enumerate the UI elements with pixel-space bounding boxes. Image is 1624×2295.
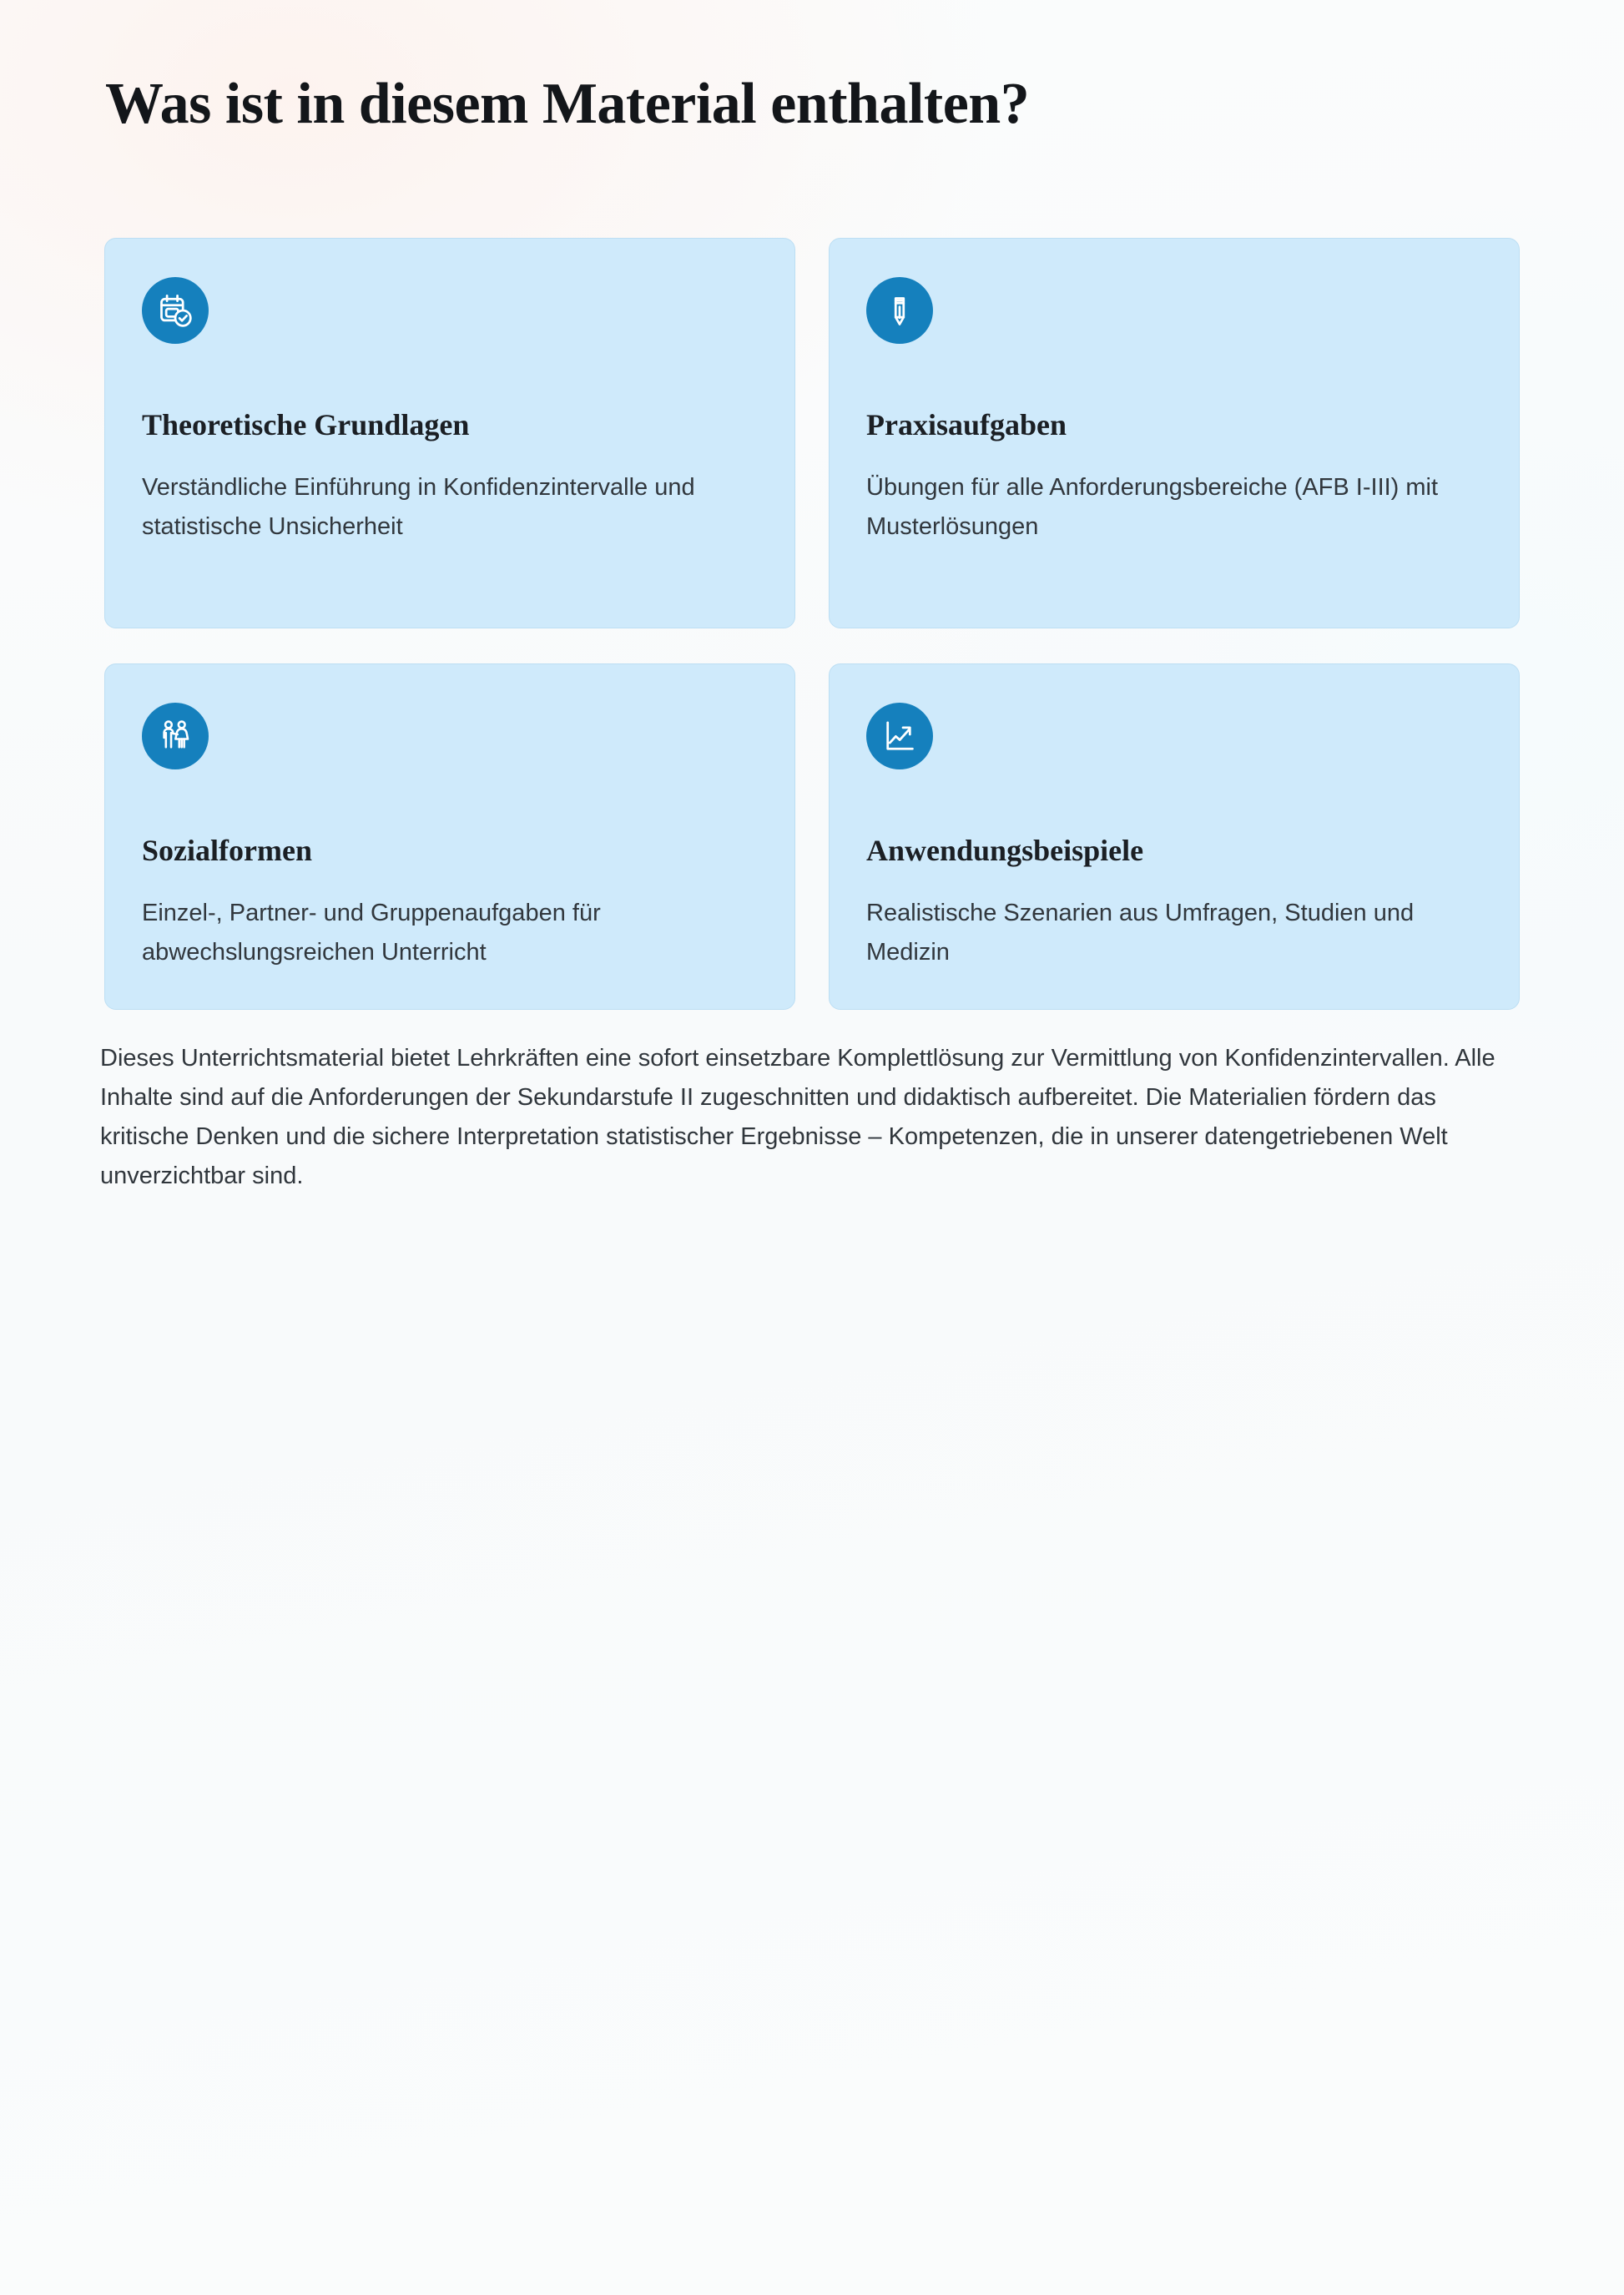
card-title: Sozialformen [142, 834, 312, 867]
card-title: Theoretische Grundlagen [142, 408, 470, 441]
card-description: Verständliche Einführung in Konfidenzintervalle und statistische Unsicherheit [142, 474, 695, 541]
card-title: Anwendungsbeispiele [866, 834, 1144, 867]
summary-paragraph: Dieses Unterrichtsmaterial bietet Lehrkräften eine sofort einsetzbare Komplettlösung zur Vermittlung von Konfidenzintervallen. Alle Inhalte sind auf die Anforderungen der Sekundarstufe II zugeschnitten und didaktisch aufbereitet. Die Materialien fördern das kritische Denken und die sichere Interpretation statistischer Ergebnisse – Kompetenzen, die in unserer datengetriebenen Welt unverzichtbar sind. [100, 1045, 1495, 1189]
card-title: Praxisaufgaben [866, 408, 1067, 441]
feature-card-theoretische-grundlagen [104, 238, 795, 628]
pencil-icon [866, 277, 933, 344]
two-people-icon [142, 703, 209, 769]
trending-chart-icon [866, 703, 933, 769]
card-description: Übungen für alle Anforderungsbereiche (AFB I-III) mit Musterlösungen [866, 474, 1439, 541]
feature-card-grid [104, 238, 1520, 1010]
page-title: Was ist in diesem Material enthalten? [105, 72, 1030, 136]
calendar-check-icon [142, 277, 209, 344]
card-description: Realistische Szenarien aus Umfragen, Studien und Medizin [866, 900, 1415, 966]
feature-card-sozialformen [104, 663, 795, 1010]
feature-card-praxisaufgaben [829, 238, 1520, 628]
feature-card-anwendungsbeispiele [829, 663, 1520, 1010]
card-description: Einzel-, Partner- und Gruppenaufgaben für abwechslungsreichen Unterricht [142, 900, 601, 966]
